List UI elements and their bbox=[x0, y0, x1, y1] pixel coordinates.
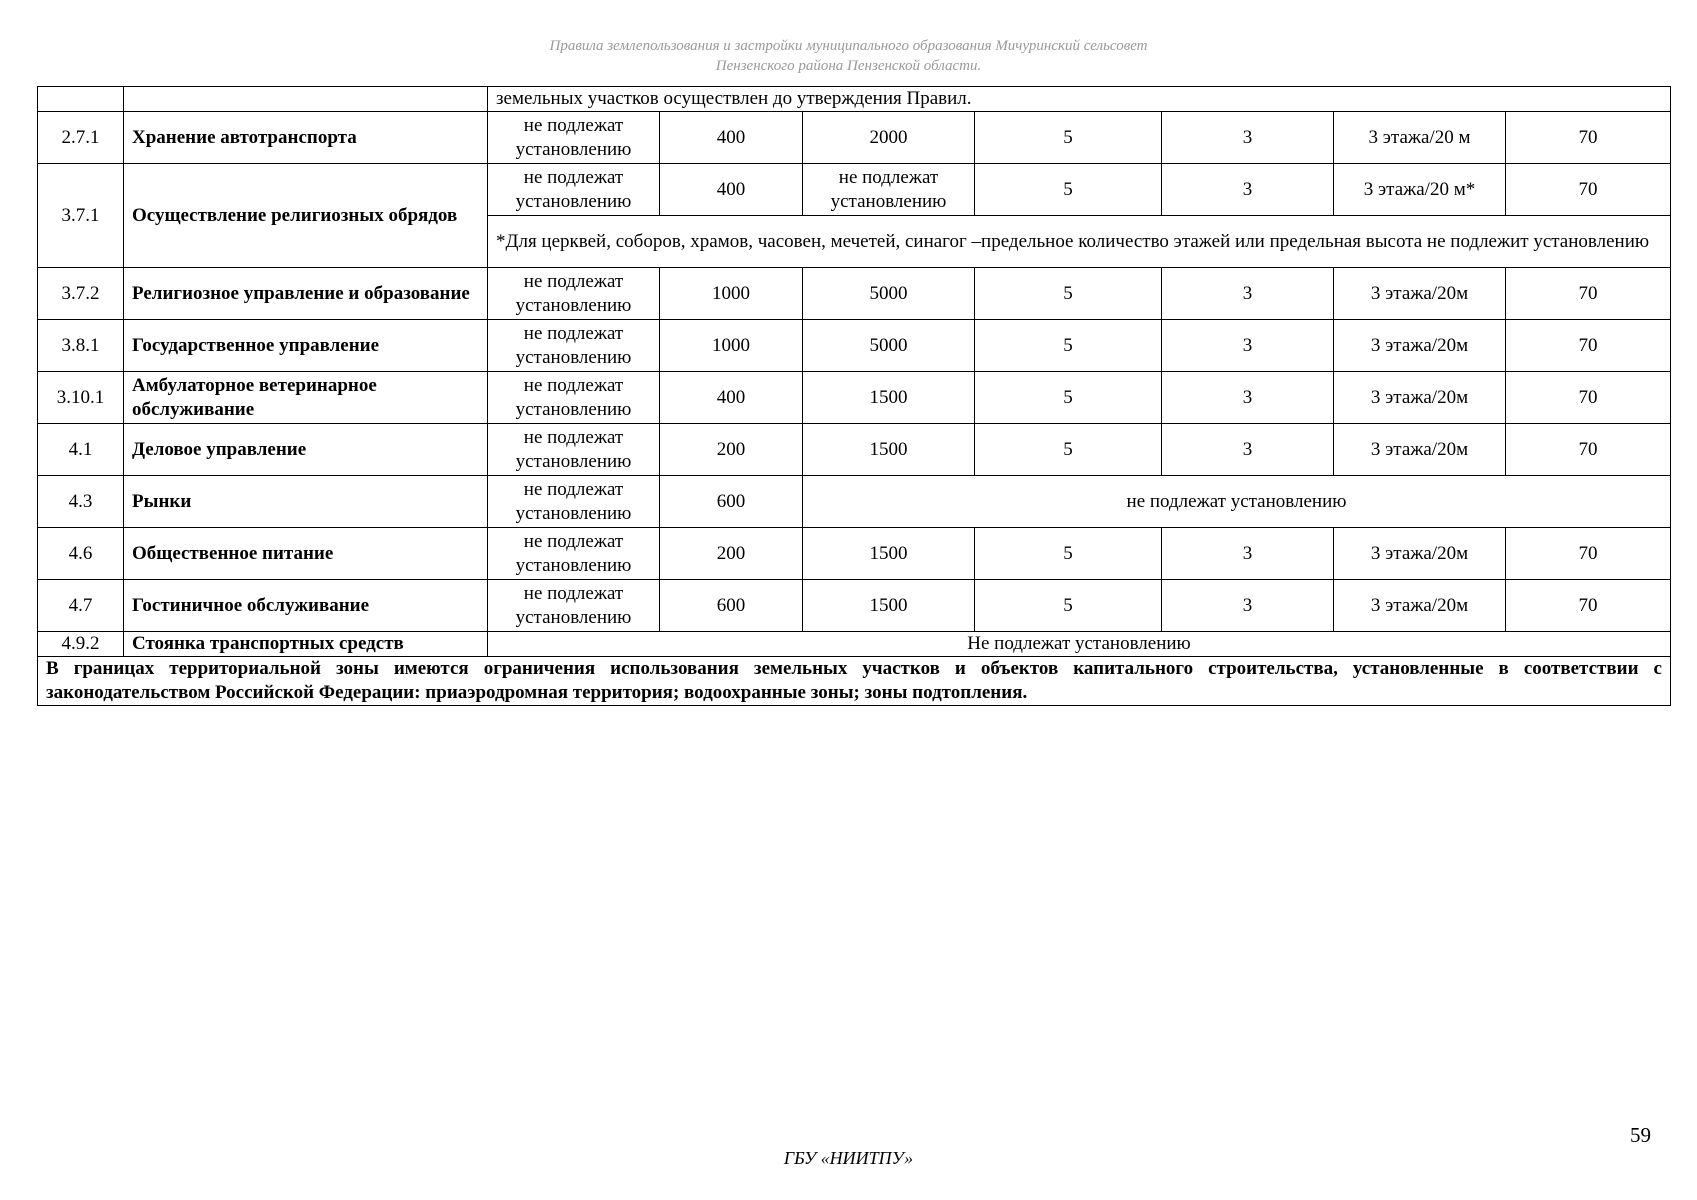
table-row bbox=[38, 528, 1671, 580]
cell-value: 3 этажа/20 м* bbox=[1334, 164, 1506, 216]
cell-value: 3 этажа/20м bbox=[1334, 580, 1506, 632]
merged-cell: Не подлежат установлению bbox=[488, 632, 1671, 657]
cell-value: 70 bbox=[1506, 112, 1671, 164]
cell-value: 70 bbox=[1506, 528, 1671, 580]
cell-value: 5000 bbox=[803, 268, 975, 320]
cell-value: 400 bbox=[660, 164, 803, 216]
row-name: Деловое управление bbox=[124, 424, 488, 476]
cell-value: не подлежат установлению bbox=[488, 580, 660, 632]
continuation-text: земельных участков осуществлен до утверждения Правил. bbox=[488, 87, 1671, 112]
organization-footer: ГБУ «НИИТПУ» bbox=[783, 1148, 914, 1168]
table-row bbox=[38, 112, 1671, 164]
row-code: 4.9.2 bbox=[38, 632, 124, 657]
table-row bbox=[38, 268, 1671, 320]
cell-value: не подлежат установлению bbox=[488, 372, 660, 424]
cell-value: не подлежат установлению bbox=[803, 164, 975, 216]
cell-value: не подлежат установлению bbox=[488, 528, 660, 580]
row-name: Общественное питание bbox=[124, 528, 488, 580]
cell-value: 3 bbox=[1162, 164, 1334, 216]
cell-value: 70 bbox=[1506, 372, 1671, 424]
cell-value: не подлежат установлению bbox=[488, 320, 660, 372]
cell-value: не подлежат установлению bbox=[488, 424, 660, 476]
cell-value: 70 bbox=[1506, 580, 1671, 632]
running-header-line-2: Пензенского района Пензенской области. bbox=[715, 58, 982, 74]
cell-value: 5 bbox=[975, 268, 1162, 320]
row-code: 4.7 bbox=[38, 580, 124, 632]
table-row bbox=[38, 164, 1671, 216]
cell-value: 3 bbox=[1162, 320, 1334, 372]
cell-value: 70 bbox=[1506, 164, 1671, 216]
cell-value: 600 bbox=[660, 580, 803, 632]
row-code: 4.1 bbox=[38, 424, 124, 476]
cell-value: 3 bbox=[1162, 112, 1334, 164]
row-code: 2.7.1 bbox=[38, 112, 124, 164]
cell-value: 1500 bbox=[803, 528, 975, 580]
table-row bbox=[38, 632, 1671, 657]
running-header-line-1: Правила землепользования и застройки муниципального образования Мичуринский сельсовет bbox=[549, 38, 1148, 54]
row-name: Государственное управление bbox=[124, 320, 488, 372]
cell-value: 3 этажа/20м bbox=[1334, 528, 1506, 580]
cell-value: 3 bbox=[1162, 424, 1334, 476]
cell-value: 1000 bbox=[660, 320, 803, 372]
row-code: 3.10.1 bbox=[38, 372, 124, 424]
cell-value: не подлежат установлению bbox=[488, 268, 660, 320]
table-row bbox=[38, 424, 1671, 476]
table-row-footer bbox=[38, 657, 1671, 706]
cell-value: 200 bbox=[660, 528, 803, 580]
cell-value: 70 bbox=[1506, 320, 1671, 372]
cell-value: 3 этажа/20м bbox=[1334, 320, 1506, 372]
cell-value: не подлежат установлению bbox=[488, 164, 660, 216]
cell-value: 400 bbox=[660, 112, 803, 164]
cell-value: 1500 bbox=[803, 372, 975, 424]
row-code: 4.6 bbox=[38, 528, 124, 580]
cell-value: не подлежат установлению bbox=[488, 112, 660, 164]
row-code: 3.7.2 bbox=[38, 268, 124, 320]
row-code: 3.8.1 bbox=[38, 320, 124, 372]
page-number: 59 bbox=[1630, 1123, 1651, 1147]
cell-value: 1500 bbox=[803, 424, 975, 476]
cell-value: 70 bbox=[1506, 268, 1671, 320]
table-row bbox=[38, 320, 1671, 372]
row-code: 4.3 bbox=[38, 476, 124, 528]
cell-value: 5 bbox=[975, 424, 1162, 476]
running-header bbox=[0, 36, 1697, 76]
row-name: Рынки bbox=[124, 476, 488, 528]
row-code: 3.7.1 bbox=[38, 164, 124, 268]
row-name: Стоянка транспортных средств bbox=[124, 632, 488, 657]
cell-value: 5 bbox=[975, 528, 1162, 580]
table-row bbox=[38, 372, 1671, 424]
cell-value: 5000 bbox=[803, 320, 975, 372]
merged-cell: не подлежат установлению bbox=[803, 476, 1671, 528]
table-row bbox=[38, 580, 1671, 632]
cell-value: 5 bbox=[975, 320, 1162, 372]
cell-value: 3 этажа/20м bbox=[1334, 268, 1506, 320]
table-cell bbox=[124, 87, 488, 112]
table-row bbox=[38, 476, 1671, 528]
cell-value: 1000 bbox=[660, 268, 803, 320]
table-cell bbox=[38, 87, 124, 112]
cell-value: 3 bbox=[1162, 268, 1334, 320]
cell-value: не подлежат установлению bbox=[488, 476, 660, 528]
cell-value: 5 bbox=[975, 580, 1162, 632]
row-name: Гостиничное обслуживание bbox=[124, 580, 488, 632]
zoning-parameters-table bbox=[37, 86, 1671, 706]
cell-value: 5 bbox=[975, 164, 1162, 216]
cell-value: 200 bbox=[660, 424, 803, 476]
cell-value: 400 bbox=[660, 372, 803, 424]
table-row-continuation bbox=[38, 87, 1671, 112]
cell-value: 2000 bbox=[803, 112, 975, 164]
cell-value: 5 bbox=[975, 372, 1162, 424]
row-footnote: *Для церквей, соборов, храмов, часовен, мечетей, синагог –предельное количество этажей или предельная высота не подлежит установлению bbox=[488, 216, 1671, 268]
cell-value: 70 bbox=[1506, 424, 1671, 476]
row-name: Религиозное управление и образование bbox=[124, 268, 488, 320]
cell-value: 3 bbox=[1162, 580, 1334, 632]
cell-value: 3 bbox=[1162, 372, 1334, 424]
cell-value: 3 этажа/20м bbox=[1334, 424, 1506, 476]
cell-value: 3 bbox=[1162, 528, 1334, 580]
cell-value: 3 этажа/20м bbox=[1334, 372, 1506, 424]
cell-value: 1500 bbox=[803, 580, 975, 632]
row-name: Осуществление религиозных обрядов bbox=[124, 164, 488, 268]
cell-value: 600 bbox=[660, 476, 803, 528]
row-name: Амбулаторное ветеринарное обслуживание bbox=[124, 372, 488, 424]
cell-value: 3 этажа/20 м bbox=[1334, 112, 1506, 164]
zone-restrictions-note: В границах территориальной зоны имеются ограничения использования земельных участков и объектов капитального строительства, установленные в соответствии с законодательством Российской Федерации: приаэродромная территория; водоохранные зоны; зоны подтопления. bbox=[38, 657, 1671, 706]
row-name: Хранение автотранспорта bbox=[124, 112, 488, 164]
cell-value: 5 bbox=[975, 112, 1162, 164]
